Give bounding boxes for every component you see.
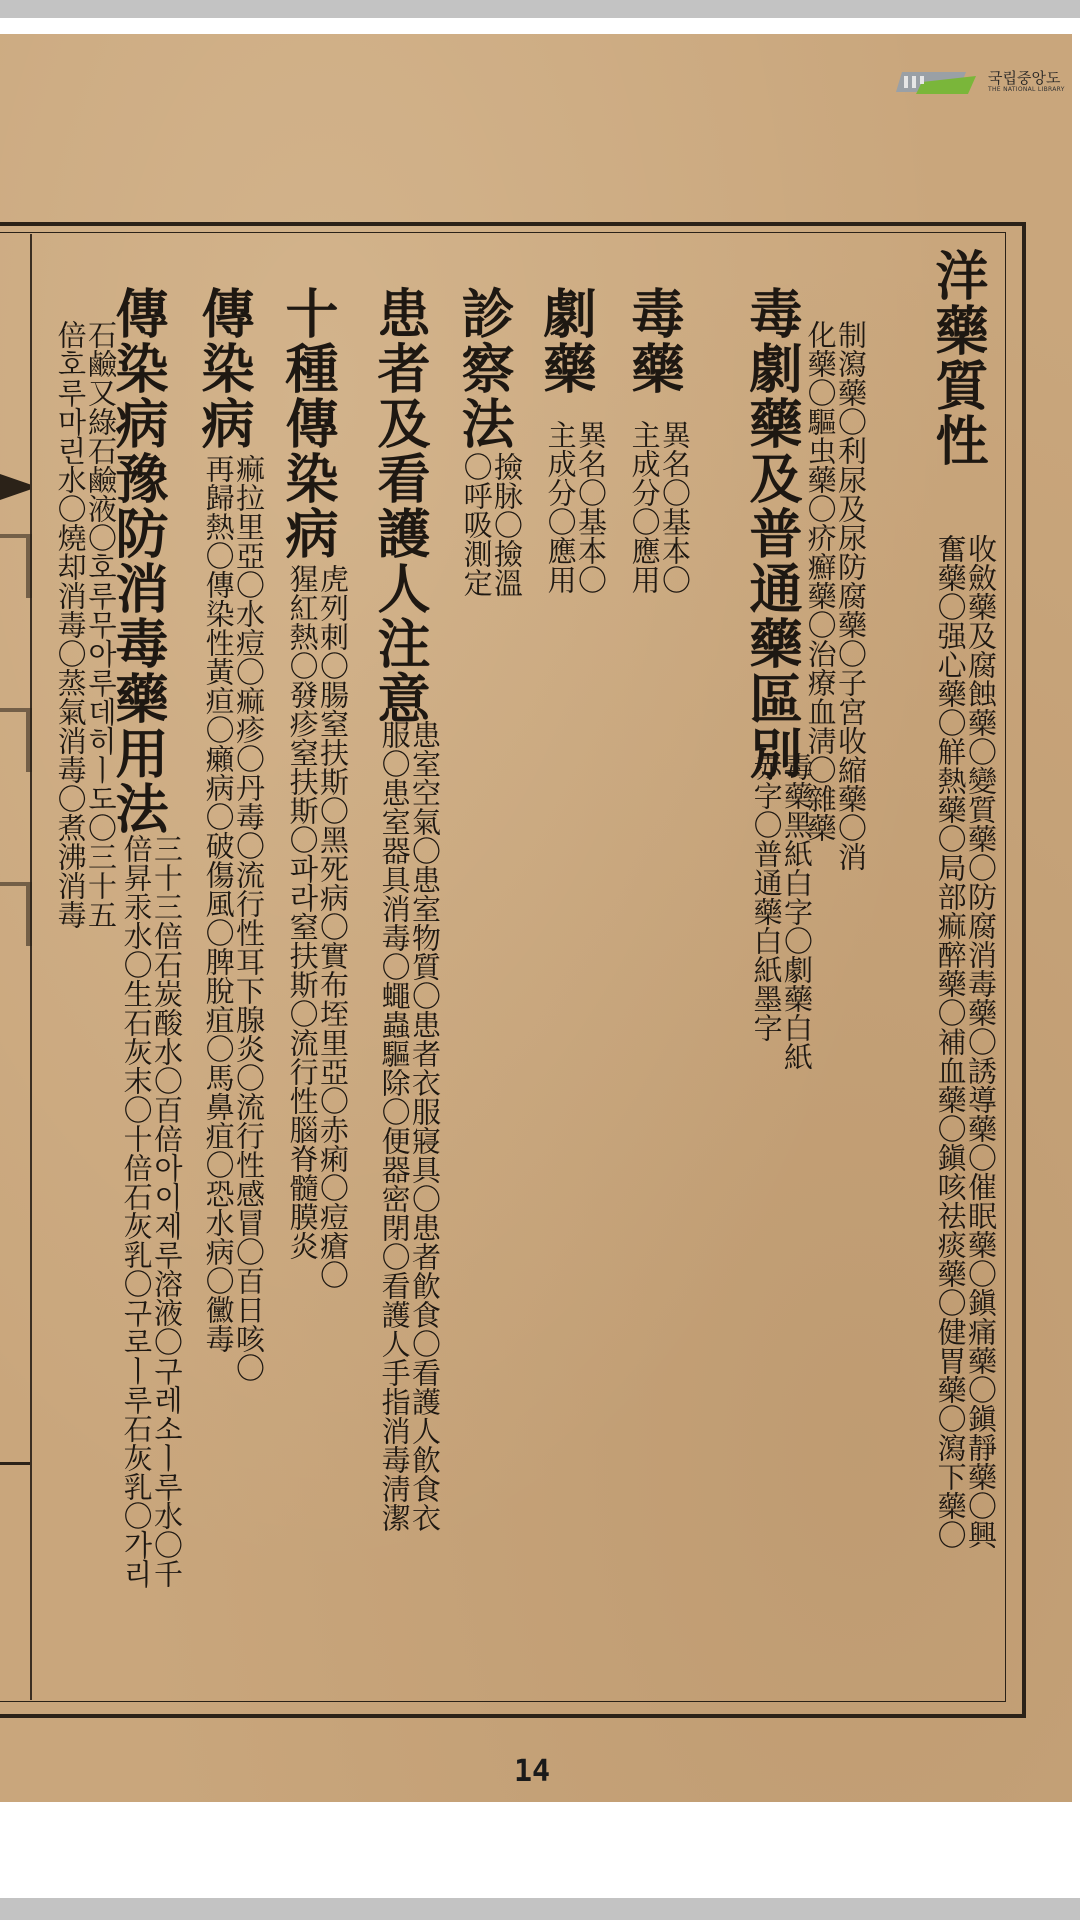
text-line: 再歸熱〇傳染性黃疸〇癩病〇破傷風〇脾脫疽〇馬鼻疽〇恐水病〇黴毒 <box>201 454 236 1353</box>
section-poisons <box>623 286 685 396</box>
text-line: 石鹼又綠石鹼液〇호루무아루데히ㅣ도〇三十五 <box>84 320 118 929</box>
section-title: 傳染病豫防消毒藥用法 <box>107 286 169 836</box>
section-title: 十種傳染病 <box>277 286 339 561</box>
section-title: 劇藥 <box>535 286 597 396</box>
text-line: 服〇患室器具消毒〇蠅蟲驅除〇便器密閉〇看護人手指消毒淸潔 <box>377 720 412 1532</box>
section-poison-distinction-text <box>751 752 812 1071</box>
section-patient-nursing <box>369 286 431 726</box>
section-infectious-diseases-text <box>203 454 264 1382</box>
text-line: 收斂藥及腐蝕藥〇變質藥〇防腐消毒藥〇誘導藥〇催眠藥〇鎭痛藥〇鎭靜藥〇興 <box>964 534 998 1549</box>
section-infectious-diseases <box>193 286 255 451</box>
text-line: 倍호루마린水〇燒却消毒〇蒸氣消毒〇煮沸消毒 <box>53 320 88 929</box>
text-line: 〇呼吸測定 <box>459 452 494 597</box>
text-line: 毒藥黑紙白字〇劇藥白紙 <box>780 752 814 1071</box>
text-line: 主成分〇應用 <box>543 420 578 594</box>
section-poison-distinction <box>741 286 803 781</box>
section-drug-properties-continued <box>805 320 866 871</box>
section-poisons-text <box>629 420 690 594</box>
section-disinfectant-usage-continued <box>55 320 116 929</box>
page-number: 14 <box>514 1754 551 1789</box>
section-diagnosis <box>453 286 515 451</box>
section-title: 毒藥 <box>623 286 685 396</box>
viewer-top-bar <box>0 0 1080 18</box>
text-line: 三十三倍石炭酸水〇百倍아이제루溶液〇구레소ㅣ루水〇千 <box>150 834 184 1588</box>
text-line: 患室空氣〇患室物質〇患者衣服寢具〇患者飮食〇看護人飮食衣 <box>408 720 442 1532</box>
text-line: 赤字〇普通藥白紙墨字 <box>749 752 784 1042</box>
text-line: 制瀉藥〇利尿及尿防腐藥〇子宮收縮藥〇消 <box>834 320 868 871</box>
spine-tick <box>0 1462 30 1465</box>
text-line: 異名〇基本〇 <box>574 420 608 594</box>
section-title: 洋藥質性 <box>927 248 989 468</box>
library-name-english: THE NATIONAL LIBRARY <box>988 86 1065 93</box>
section-title: 患者及看護人注意 <box>369 286 431 726</box>
text-line: 痲拉里亞〇水痘〇痲疹〇丹毒〇流行性耳下腺炎〇流行性感冒〇百日咳〇 <box>232 454 266 1382</box>
section-diagnosis-text <box>461 452 522 597</box>
section-drug-properties-text <box>935 534 996 1549</box>
section-title: 毒劇藥及普通藥區別 <box>741 286 803 781</box>
spine-divider <box>30 234 32 1700</box>
library-name-korean: 국립중앙도 <box>988 69 1061 87</box>
text-line: 虎列刺〇腸窒扶斯〇黑死病〇實布垤里亞〇赤痢〇痘瘡〇 <box>316 564 350 1289</box>
text-line: 倍昇汞水〇生石灰末〇十倍石灰乳〇구로ㅣ루石灰乳〇가리 <box>119 834 154 1588</box>
text-line: 異名〇基本〇 <box>658 420 692 594</box>
section-title: 診察法 <box>453 286 515 451</box>
text-line: 猩紅熱〇發疹窒扶斯〇파라窒扶斯〇流行性腦脊髓膜炎 <box>285 564 320 1260</box>
section-disinfectant-usage <box>107 286 169 836</box>
section-potent-drugs <box>535 286 597 396</box>
section-drug-properties <box>927 248 989 468</box>
section-disinfectant-usage-text <box>121 834 182 1588</box>
section-ten-epidemics-text <box>287 564 348 1289</box>
section-title: 傳染病 <box>193 286 255 451</box>
section-ten-epidemics <box>277 286 339 561</box>
library-logo-icon <box>896 68 976 96</box>
scanned-page <box>0 34 1072 1802</box>
text-line: 化藥〇驅虫藥〇疥癬藥〇治療血淸〇雜藥 <box>803 320 838 842</box>
text-line: 奮藥〇强心藥〇觧熱藥〇局部痲醉藥〇補血藥〇鎭咳祛痰藥〇健胃藥〇瀉下藥〇 <box>933 534 968 1549</box>
text-line: 撿脉〇撿溫 <box>490 452 524 597</box>
text-line: 主成分〇應用 <box>627 420 662 594</box>
viewer-bottom-bar <box>0 1898 1080 1920</box>
national-library-logo <box>896 64 1072 104</box>
spine-faded-title <box>0 534 30 1184</box>
section-patient-nursing-text <box>379 720 440 1532</box>
section-potent-drugs-text <box>545 420 606 594</box>
